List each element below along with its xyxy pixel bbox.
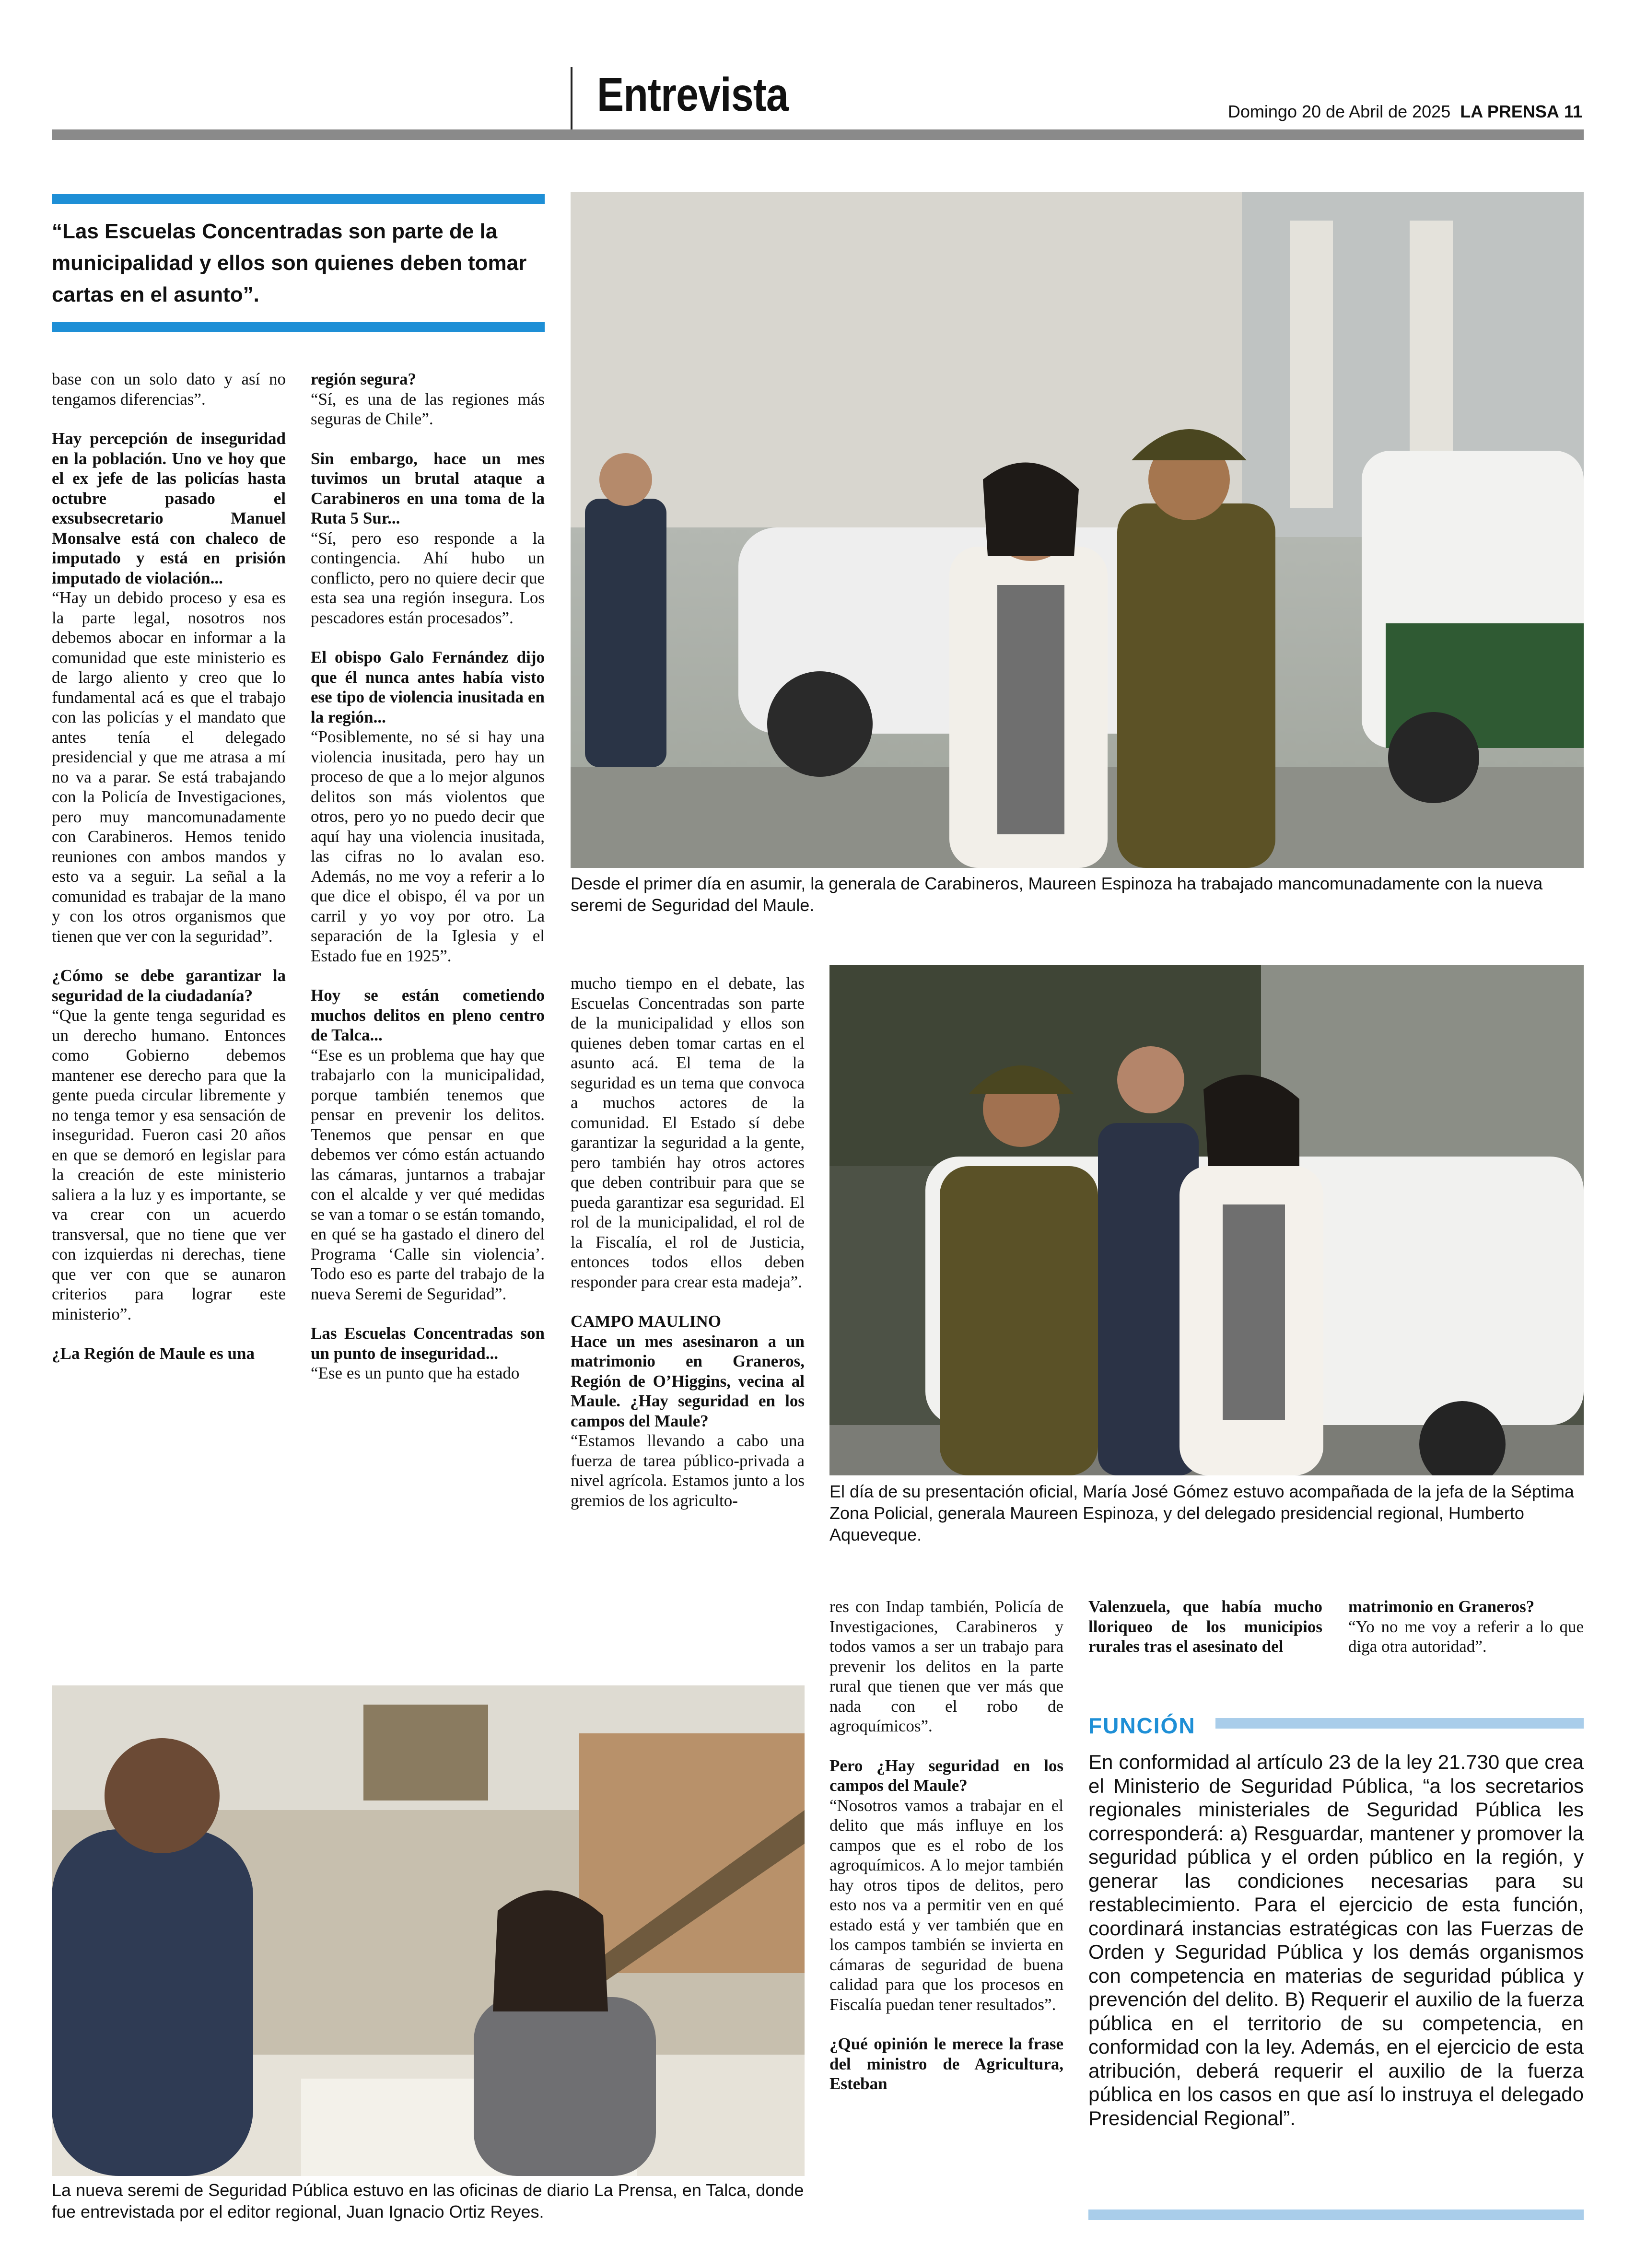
interview-answer: “Yo no me voy a referir a lo que diga otra autoridad”. <box>1348 1617 1584 1656</box>
qa-block <box>311 647 545 966</box>
subsection-heading: CAMPO MAULINO <box>571 1312 721 1331</box>
answer-paragraph: base con un solo dato y así no tengamos diferencias”. <box>52 370 286 409</box>
section-title: Entrevista <box>597 68 788 121</box>
photo-3-caption: La nueva seremi de Seguridad Pública estuvo en las oficinas de diario La Prensa, en Talca, donde fue entrevistada por el editor regional, Juan Ignacio Ortiz Reyes. <box>52 2180 804 2221</box>
interview-question: matrimonio en Graneros? <box>1348 1597 1535 1616</box>
qa-block <box>1088 1597 1322 1657</box>
paper-name: LA PRENSA <box>1460 102 1559 121</box>
photo-1-illustration <box>571 192 1584 868</box>
qa-block <box>311 1323 545 1383</box>
qa-block <box>52 966 286 1324</box>
dateline <box>1228 102 1582 122</box>
qa-block <box>571 1311 805 1510</box>
qa-block <box>829 2034 1063 2094</box>
photo-2-caption: El día de su presentación oficial, María José Gómez estuvo acompañada de la jefa de la Séptima Zona Policial, generala Maureen Espinoza, y del delegado presidencial regional, Humberto Aqueveque. <box>829 1482 1574 1544</box>
article-column-2 <box>311 369 545 1383</box>
pull-quote: “Las Escuelas Concentradas son parte de la municipalidad y ellos son quienes deben tomar cartas en el asunto”. <box>52 220 527 306</box>
qa-block <box>52 429 286 946</box>
interview-question: Hay percepción de inseguridad en la población. Uno ve hoy que el ex jefe de las policías hasta octubre pasado el exsubsecretario Manuel Monsalve está con chaleco de imputado y está en prisión imputado de violación... <box>52 429 286 587</box>
interview-answer: “Sí, pero eso responde a la contingencia. Ahí hubo un conflicto, pero no quiere decir que esta sea una región insegura. Los pescadores están procesados”. <box>311 528 545 627</box>
photo-3-illustration <box>52 1685 805 2176</box>
qa-block <box>1348 1597 1584 1657</box>
interview-question: ¿Cómo se debe garantizar la seguridad de la ciudadanía? <box>52 966 286 1005</box>
interview-question: Las Escuelas Concentradas son un punto de inseguridad... <box>311 1324 545 1363</box>
article-column-6 <box>1348 1597 1584 1657</box>
interview-answer: “Nosotros vamos a trabajar en el delito que más influye en los campos que es el robo de los agroquímicos. A lo mejor también hay otros tipos de delitos, pero esto nos va a permitir ven en qué estado está y ver también que en los campos también se invierta en cámaras de seguridad de buena calidad para que los procesos en Fiscalía puedan tener resultados”. <box>829 1796 1063 2014</box>
interview-question: ¿La Región de Maule es una <box>52 1344 255 1363</box>
photo-interview-office <box>52 1685 805 2176</box>
photo-generala-and-seremi <box>571 192 1584 868</box>
qa-block <box>311 369 545 429</box>
date-text: Domingo 20 de Abril de 2025 <box>1227 102 1451 121</box>
qa-block <box>311 449 545 628</box>
article-column-5 <box>1088 1597 1322 1657</box>
qa-block <box>829 1756 1063 2015</box>
interview-answer: “Ese es un punto que ha estado <box>311 1364 520 1382</box>
interview-question: Pero ¿Hay seguridad en los campos del Maule? <box>829 1756 1063 1795</box>
interview-answer: “Ese es un problema que hay que trabajarlo con la municipalidad, porque también tenemos que pensar en prevenir los delitos. Tenemos que pensar en que debemos ver cómo están actuando las cámaras, juntarnos a trabajar con el alcalde y ver qué medidas se van a tomar o se están tomando, en qué se ha gastado el dinero del Programa ‘Calle sin violencia’. Todo eso es parte del trabajo de la nueva Seremi de Seguridad”. <box>311 1045 545 1303</box>
interview-question: región segura? <box>311 370 417 388</box>
interview-question: ¿Qué opinión le merece la frase del ministro de Agricultura, Esteban <box>829 2034 1063 2093</box>
photo-2-illustration <box>829 965 1584 1475</box>
photo-presentation-official <box>829 965 1584 1475</box>
pull-quote-top-bar <box>52 194 545 204</box>
photo-1-caption: Desde el primer día en asumir, la generala de Carabineros, Maureen Espinoza ha trabajado mancomunadamente con la nueva seremi de Seguridad del Maule. <box>571 874 1543 915</box>
function-box-text: En conformidad al artículo 23 de la ley 21.730 que crea el Ministerio de Seguridad Pública, “a los secretarios regionales ministeriales de Seguridad Pública les corresponderá: a) Resguardar, mantener y promover la seguridad pública y el orden público en la región, y generar las condiciones necesarias para su restablecimiento. Para el ejercicio de esta función, coordinará instancias estratégicas con las Fuerzas de Orden y Seguridad Pública y los demás organismos con competencia en materias de seguridad pública y prevención del delito. B) Requerir el auxilio de la fuerza pública en el territorio de su competencia, en conformidad con la ley. Además, en el ejercicio de esta atribución, deberá requerir el auxilio de la fuerza pública en los casos en que así lo instruya el delegado Presidencial Regional”. <box>1088 1751 1584 2129</box>
article-column-4 <box>829 1597 1063 2094</box>
interview-answer: “Sí, es una de las regiones más seguras de Chile”. <box>311 389 545 428</box>
article-column-3 <box>571 973 805 1510</box>
interview-answer: “Posiblemente, no sé si hay una violencia inusitada, pero hay un proceso de que a lo mejor algunos delitos son más violentos que otros, pero yo no puedo decir que aquí hay una violencia inusitada, las cifras no lo avalan eso. Además, no me voy a referir a lo que dice el obispo, él va por un carril y yo voy por otro. La separación de la Iglesia y el Estado fue en 1925”. <box>311 727 545 965</box>
interview-question: Hace un mes asesinaron a un matrimonio en Graneros, Región de O’Higgins, vecina al Maule. ¿Hay seguridad en los campos del Maule? <box>571 1332 805 1430</box>
interview-question: Valenzuela, que había mucho lloriqueo de los municipios rurales tras el asesinato del <box>1088 1597 1322 1656</box>
function-box-title-bar <box>1215 1718 1584 1729</box>
function-box-bottom-bar <box>1088 2210 1584 2220</box>
answer-paragraph: mucho tiempo en el debate, las Escuelas Concentradas son parte de la municipalidad y ellos son quienes deben tomar cartas en el asunto acá. El tema de la seguridad es un tema que convoca a muchos actores de la comunidad. El Estado sí debe garantizar la seguridad a la gente, pero también hay otros actores que deben contribuir para que se pueda garantizar esa seguridad. El rol de la municipalidad, el rol de la Fiscalía, el rol de Justicia, entonces todos ellos deben responder para crear esta madeja”. <box>571 974 805 1291</box>
interview-question: El obispo Galo Fernández dijo que él nunca antes había visto ese tipo de violencia inusitada en la región... <box>311 648 545 726</box>
header-divider <box>571 67 572 132</box>
interview-question: Sin embargo, hace un mes tuvimos un brutal ataque a Carabineros en una toma de la Ruta 5 Sur... <box>311 449 545 527</box>
qa-block <box>52 1344 286 1364</box>
interview-answer: “Hay un debido proceso y esa es la parte legal, nosotros nos debemos abocar en informar a la comunidad que este ministerio es de largo aliento y creo que lo fundamental acá es que el trabajo con las policías y el mandato que antes tenía el delegado presidencial y que me atrasa a mí no va a parar. Se está trabajando con la Policía de Investigaciones, pero muy mancomunadamente con Carabineros. Hemos tenido reuniones con ambos mandos y esto va a seguir. La señal a la comunidad es trabajar de la mano y con los otros organismos que tienen que ver con la seguridad”. <box>52 588 286 946</box>
page-number: 11 <box>1564 102 1582 121</box>
function-box-title: FUNCIÓN <box>1088 1713 1196 1738</box>
answer-paragraph: res con Indap también, Policía de Investigaciones, Carabineros y todos vamos a ser un trabajo para prevenir los delitos en la parte rural que tienen que ver más que nada con el robo de agroquímicos”. <box>829 1597 1063 1735</box>
interview-question: Hoy se están cometiendo muchos delitos en pleno centro de Talca... <box>311 986 545 1044</box>
qa-block <box>311 985 545 1304</box>
interview-answer: “Que la gente tenga seguridad es un derecho humano. Entonces como Gobierno debemos mantener ese derecho para que la gente pueda circular libremente y no tenga temor y esa sensación de inseguridad. Fueron casi 20 años en que se demoró en legislar para la creación de este ministerio saliera a la luz y es importante, se va crear con un acuerdo transversal, que no tiene que ver con izquierdas ni derechas, tiene que ver con que se aunaron criterios para lograr este ministerio”. <box>52 1006 286 1323</box>
header-rule <box>52 129 1584 140</box>
article-column-1 <box>52 369 286 1364</box>
pull-quote-bottom-bar <box>52 322 545 332</box>
interview-answer: “Estamos llevando a cabo una fuerza de tarea público-privada a nivel agrícola. Estamos junto a los gremios de los agriculto- <box>571 1431 805 1510</box>
